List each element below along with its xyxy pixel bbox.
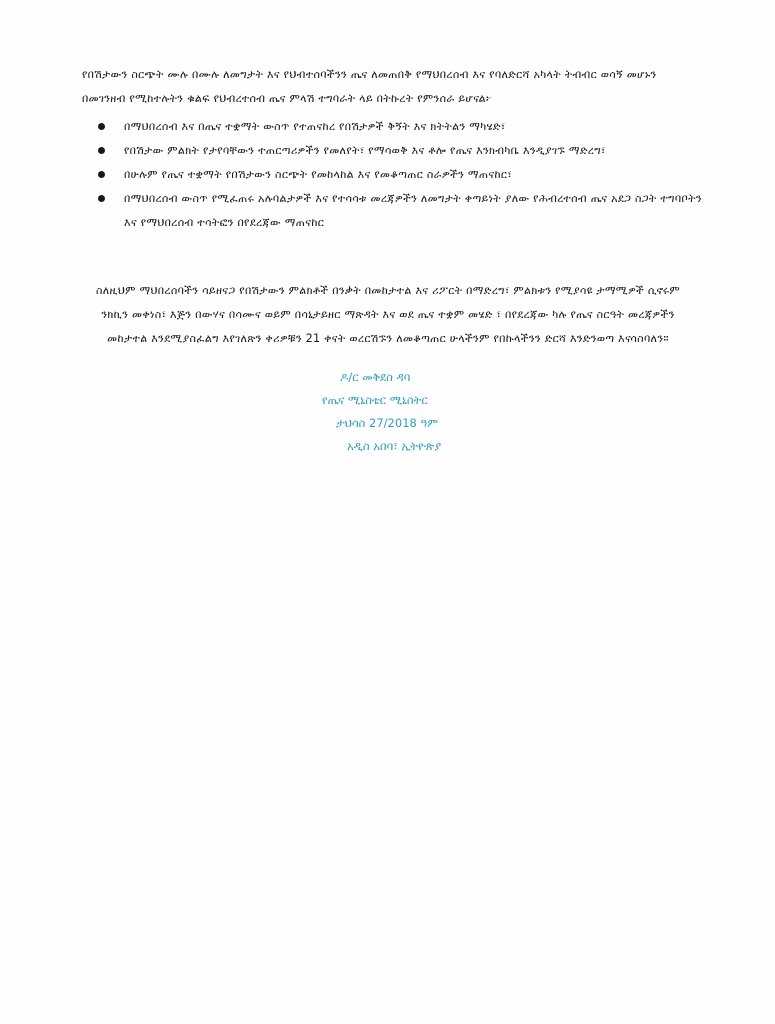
intro-paragraph: የበሽታውን ስርጭት ሙሉ በሙሉ ለመግታት እና የህብተሰባችንን ጤና ለመጠበቅ የማህበረሰብ እና የባለድርሻ አካላት ትብብር ወሳኝ መሆኑን በመገንዘብ የሚከተሉትን ቁልፍ የህብረተሰብ ጤና ምላሽ ተግባራት ላይ በትኩረት የምንሰራ ይሆናል፦ — [82, 68, 657, 106]
list-item — [96, 115, 706, 139]
signatory-title: የጤና ሚኒስቴር ሚኒስትር — [322, 393, 428, 407]
signature-place: አዲስ አበባ፣ ኢትዮጵያ — [347, 439, 442, 453]
list-item-text: በማህበረሰብ እና በጤና ተቋማት ውስጥ የተጠናከረ የበሽታዎች ቅኝት እና ክትትልን ማካሄድ፣ — [124, 120, 506, 133]
bullet-icon — [98, 147, 105, 154]
list-item — [96, 163, 706, 187]
signature-block — [0, 366, 775, 458]
list-item-text: በማህበረሰብ ውስጥ የሚፈጠሩ አሉባልታዎች እና የተሳሳቱ መረጃዎችን ለመግታት ቀጣይነት ያለው የሕብረተሰብ ጤና አደጋ ስጋት ተግባቦትን እና የማህበረሰብ ተሳትፎን በየደረጃው ማጠናከር — [124, 192, 702, 229]
closing-paragraph: ስለዚህም ማህበረሰባችን ሳይዘናጋ የበሽታውን ምልክቶች በንቃት በመከታተል እና ሪፖርት በማድረግ፣ ምልክቱን የሚያሳዩ ታማሚዎች ሲኖሩም ንክኪን መቀነስ፣ እጅን በውሃና በሳሙና ወይም በሳኒታይዘር ማጽዳት እና ወደ ጤና ተቋም መሄድ ፣ በየደረጃው ካሉ የጤና ስርዓት መረጃዎችን መከታተል እንደሚያስፈልግ እየገለጽን ቀሪዎቹን 21 ቀናት ወረርሽኙን ለመቆጣጠር ሁላችንም የበኩላችንን ድርሻ እንድንወጣ እናሳስባለን። — [96, 284, 680, 346]
list-item-text: የበሽታው ምልክት የታየባቸውን ተጠርጣሪዎችን የመለየት፣ የማሳወቅ እና ቶሎ የጤና እንክብካቤ እንዲያገኙ ማድረግ፣ — [124, 144, 606, 157]
list-item — [96, 187, 706, 235]
bullet-icon — [98, 171, 105, 178]
action-list — [96, 115, 706, 235]
signatory-name: ዶ/ር መቅደስ ዳባ — [340, 370, 411, 384]
list-item — [96, 139, 706, 163]
bullet-icon — [98, 195, 105, 202]
list-item-text: በሁሉም የጤና ተቋማት የበሽታውን ስርጭት የመከላከል እና የመቆጣጠር ስራዎችን ማጠናከር፣ — [124, 168, 513, 181]
signature-date: ታህሳስ 27/2018 ዓም — [336, 416, 439, 430]
bullet-icon — [98, 123, 105, 130]
